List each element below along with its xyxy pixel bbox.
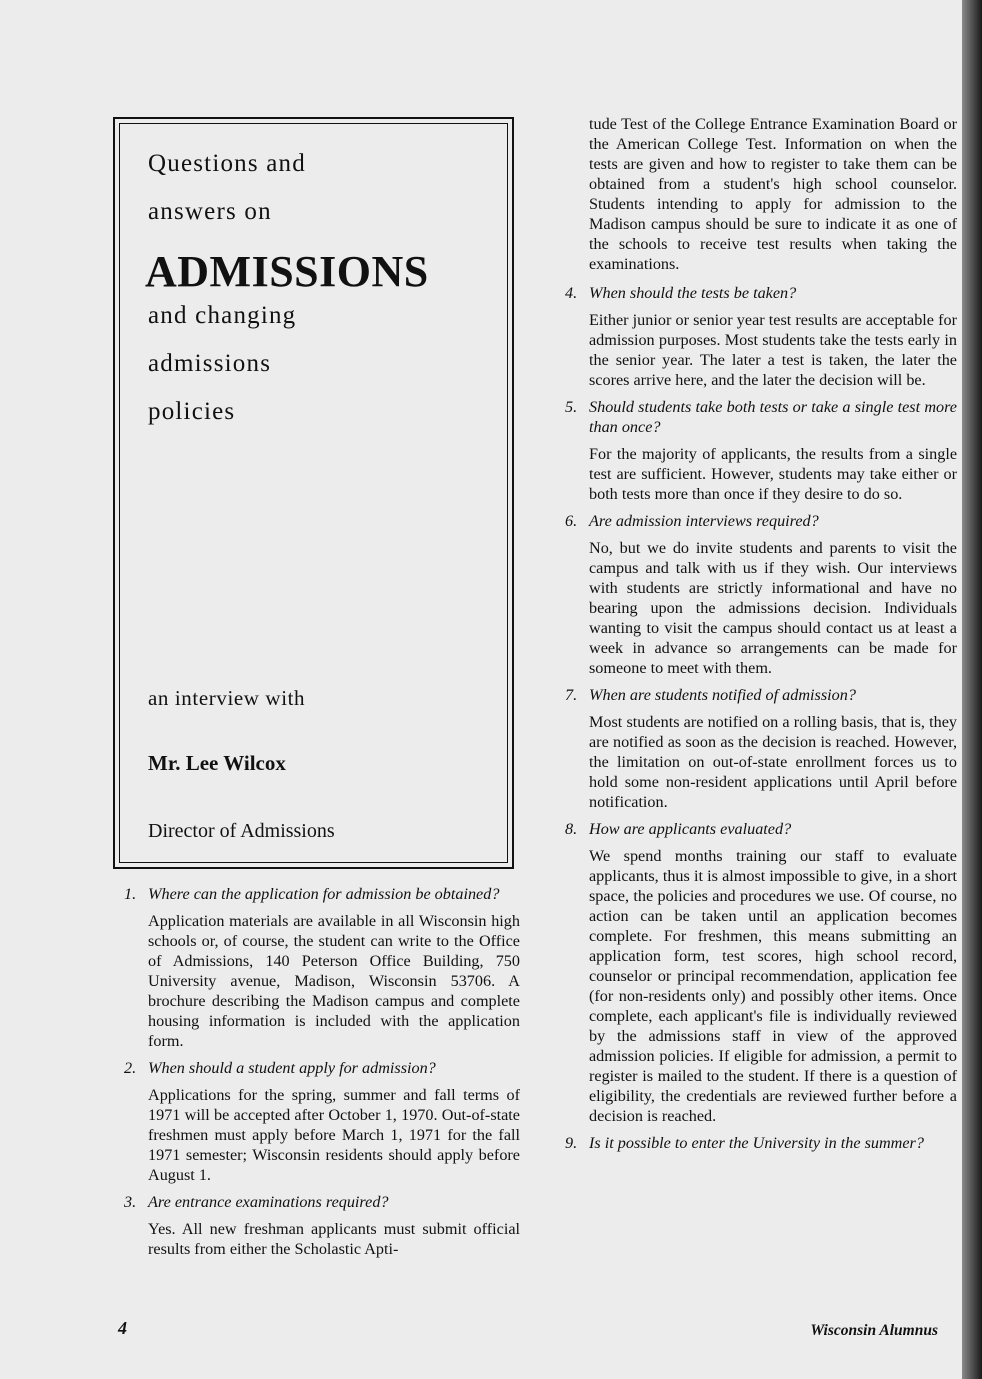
interviewee-name: Mr. Lee Wilcox: [148, 751, 286, 775]
question: [124, 1192, 520, 1212]
qa-item-9: [565, 1133, 957, 1153]
qa-item-8: [565, 819, 957, 1126]
question-text: When should a student apply for admission?: [148, 1059, 436, 1077]
interviewee-role: Director of Admissions: [148, 820, 335, 842]
answer-text: Most students are notified on a rolling basis, that is, they are notified as soon as the decision is reached. However, the limitation on out-of-state enrollment forces us to hold some non-resident applications until April before notification.: [589, 713, 957, 811]
question: [124, 1058, 520, 1078]
qa-item-6: [565, 511, 957, 678]
question-number: 5.: [565, 398, 578, 416]
question-number: 8.: [565, 820, 578, 838]
question-text: Is it possible to enter the University in the summer?: [589, 1134, 924, 1152]
qa-item-2: [124, 1058, 520, 1185]
title-line-4: admissions: [148, 350, 272, 377]
question-text: When are students notified of admission?: [589, 686, 856, 704]
answer-text: For the majority of applicants, the results from a single test are sufficient. However, students may take either or both tests more than once if they desire to do so.: [589, 445, 957, 503]
answer-text: Either junior or senior year test results are acceptable for admission purposes. Most students take the tests early in the senior year. The later a test is taken, the later the scores arrive here, and the later the decision will be.: [589, 311, 957, 389]
interview-label: an interview with: [148, 686, 306, 710]
question-number: 2.: [124, 1059, 137, 1077]
question-text: How are applicants evaluated?: [589, 820, 792, 838]
page-edge-shadow: [962, 0, 982, 1379]
question: [565, 283, 957, 303]
title-line-2: answers on: [148, 198, 272, 225]
question-text: When should the tests be taken?: [589, 284, 797, 302]
question: [565, 397, 957, 437]
qa-item-5: [565, 397, 957, 504]
title-line-3: and changing: [148, 302, 297, 329]
question-number: 4.: [565, 284, 578, 302]
qa-item-4: [565, 283, 957, 390]
question: [124, 884, 520, 904]
headline: ADMISSIONS: [145, 247, 429, 296]
page-number: 4: [118, 1318, 127, 1338]
answer-text: No, but we do invite students and parents to visit the campus and talk with us if they wish. Our interviews with students are strictly informational and have no bearing upon the admissions decision. Individuals wanting to visit the campus should contact us at least a week in advance so arrangements can be made for someone to meet with them.: [589, 539, 957, 677]
publication-title: Wisconsin Alumnus: [810, 1322, 938, 1339]
qa-item-1: [124, 884, 520, 1051]
question-text: Are admission interviews required?: [589, 512, 819, 530]
continued-answer: tude Test of the College Entrance Examination Board or the American College Test. Information on when the tests are given and how to register to take them can be obtained from a student's high school counselor. Students intending to apply for admission to the Madison campus should be sure to indicate it as one of the schools to receive test results when taking the examinations.: [589, 115, 957, 273]
question-number: 3.: [124, 1193, 137, 1211]
qa-item-7: [565, 685, 957, 812]
question: [565, 511, 957, 531]
question-text: Should students take both tests or take a single test more than once?: [589, 398, 957, 436]
question-number: 1.: [124, 885, 137, 903]
left-column: [124, 884, 520, 1266]
title-line-1: Questions and: [148, 150, 306, 177]
question-number: 9.: [565, 1134, 578, 1152]
question-number: 7.: [565, 686, 578, 704]
question-text: Where can the application for admission be obtained?: [148, 885, 500, 903]
title-box-inner: [119, 123, 508, 863]
answer-text: Applications for the spring, summer and fall terms of 1971 will be accepted after October 1, 1970. Out-of-state freshmen must apply before March 1, 1971 for the fall 1971 semester; Wisconsin residents should apply before August 1.: [148, 1086, 520, 1184]
right-column: [565, 114, 957, 1160]
answer-text: Yes. All new freshman applicants must submit official results from either the Scholastic Apti-: [148, 1220, 520, 1258]
question-text: Are entrance examinations required?: [148, 1193, 389, 1211]
qa-item-3: [124, 1192, 520, 1259]
question: [565, 685, 957, 705]
title-box: [113, 117, 514, 869]
answer-text: Application materials are available in all Wisconsin high schools or, of course, the student can write to the Office of Admissions, 140 Peterson Office Building, 750 University avenue, Madison, Wisconsin 53706. A brochure describing the Madison campus and complete housing information is included with the application form.: [148, 912, 520, 1050]
question: [565, 819, 957, 839]
answer-text: We spend months training our staff to evaluate applicants, thus it is almost impossible to give, in a short space, the policies and procedures we use. Of course, no action can be taken until an application becomes complete. For freshmen, this means submitting an application form, test scores, high school record, counselor or principal recommendation, application fee (for non-residents only) and possibly other items. Once complete, each applicant's file is individually reviewed by the admissions staff in view of the approved admission policies. If eligible for admission, a permit to register is mailed to the student. If there is a question of eligibility, the credentials are reviewed further before a decision is reached.: [589, 847, 957, 1125]
question-number: 6.: [565, 512, 578, 530]
question: [565, 1133, 957, 1153]
title-line-5: policies: [148, 398, 236, 425]
